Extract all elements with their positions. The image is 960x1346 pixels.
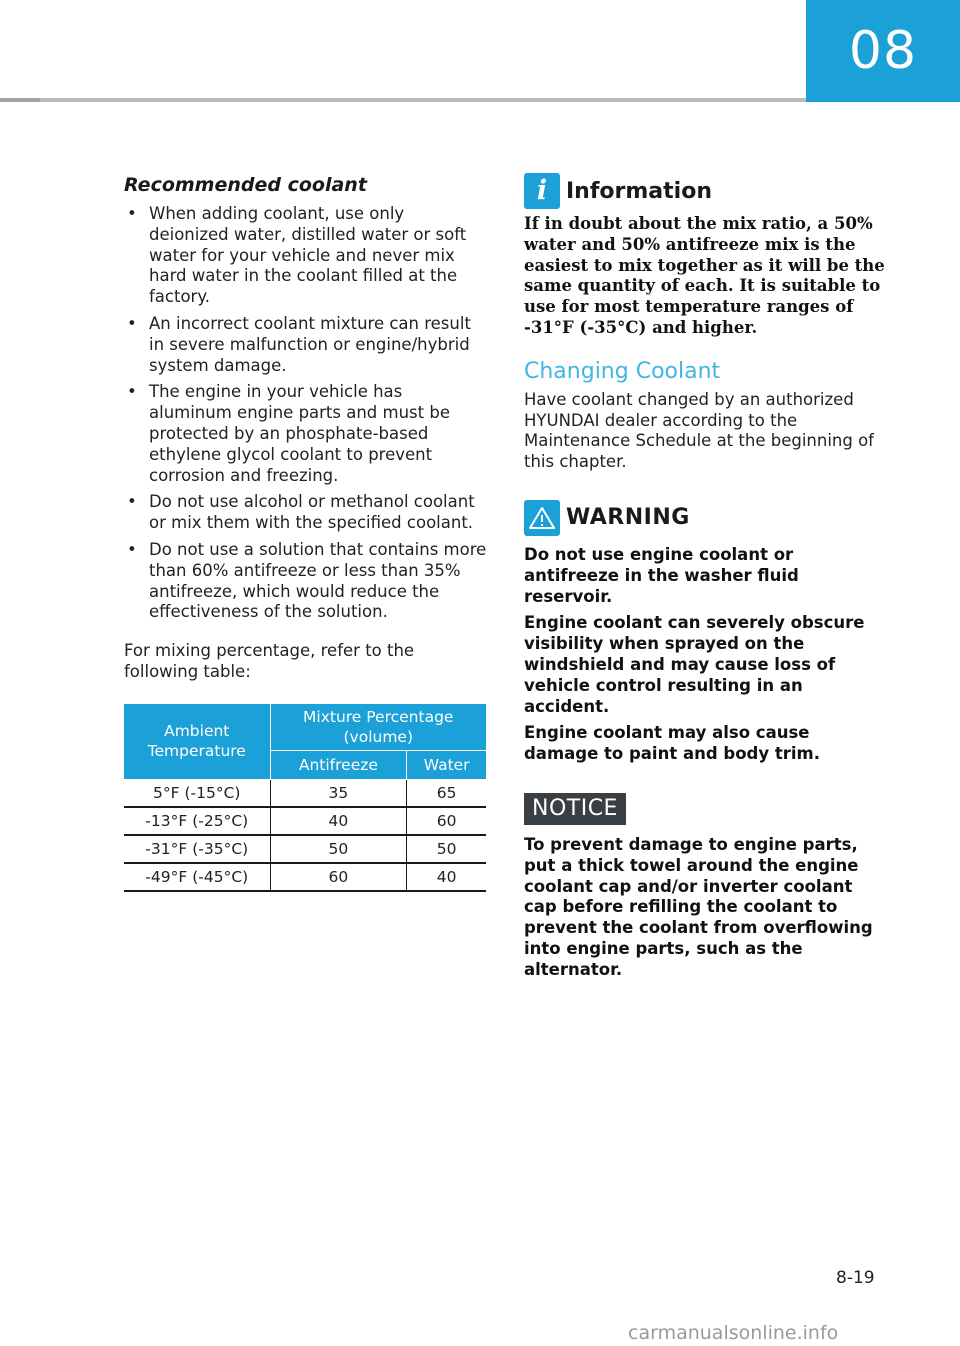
header-ambient-temperature: Ambient Temperature	[124, 703, 270, 779]
left-column	[124, 170, 488, 892]
warning-paragraph: Do not use engine coolant or antifreeze in the washer fluid reservoir.	[524, 544, 799, 606]
bullet-icon: •	[127, 539, 137, 559]
list-item	[124, 492, 488, 534]
bullet-icon: •	[127, 313, 137, 333]
header-mixture-percentage: Mixture Percentage (volume)	[270, 703, 486, 750]
warning-triangle-icon	[524, 500, 560, 536]
header-antifreeze: Antifreeze	[270, 750, 407, 779]
bullet-icon: •	[127, 382, 137, 402]
watermark: carmanualsonline.info	[628, 1322, 839, 1344]
antifreeze-cell: 35	[270, 779, 407, 807]
temperature-cell: -49°F (-45°C)	[124, 863, 270, 891]
list-item	[124, 314, 488, 376]
list-item	[124, 382, 488, 486]
header-water: Water	[407, 750, 486, 779]
table-row	[124, 863, 486, 891]
warning-paragraph: Engine coolant may also cause damage to paint and body trim.	[524, 723, 821, 764]
bullet-text: The engine in your vehicle has aluminum engine parts and must be protected by an phosphate-based ethylene glycol coolant to prevent corrosion and freezing.	[149, 382, 450, 485]
information-header	[524, 170, 886, 212]
warning-header	[524, 497, 886, 539]
antifreeze-cell: 60	[270, 863, 407, 891]
warning-title: WARNING	[566, 505, 690, 531]
recommended-coolant-title: Recommended coolant	[124, 174, 367, 196]
water-cell: 65	[407, 779, 486, 807]
notice-text: To prevent damage to engine parts, put a thick towel around the engine coolant cap and/or inverter coolant cap before refilling the coolant to prevent the coolant from overflowing into engine parts, such as the alternator.	[524, 834, 873, 979]
notice-badge: NOTICE	[524, 793, 626, 825]
header-rule-accent	[0, 98, 40, 102]
table-row	[124, 835, 486, 863]
bullet-text: Do not use alcohol or methanol coolant or mix them with the specified coolant.	[149, 492, 475, 533]
header-rule	[0, 98, 806, 102]
page-number: 8-19	[836, 1268, 875, 1288]
info-icon: i	[524, 173, 560, 209]
bullet-text: An incorrect coolant mixture can result in severe malfunction or engine/hybrid system damage.	[149, 313, 471, 375]
information-title: Information	[566, 178, 712, 204]
water-cell: 50	[407, 835, 486, 863]
mixing-intro: For mixing percentage, refer to the following table:	[124, 641, 415, 681]
temperature-cell: -31°F (-35°C)	[124, 835, 270, 863]
list-item	[124, 204, 488, 308]
bullet-text: When adding coolant, use only deionized water, distilled water or soft water for your vehicle and never mix hard water in the coolant filled at the factory.	[149, 204, 467, 307]
right-column	[524, 170, 886, 981]
bullet-icon: •	[127, 204, 137, 223]
temperature-cell: 5°F (-15°C)	[124, 779, 270, 807]
coolant-bullet-list	[124, 204, 488, 623]
antifreeze-cell: 40	[270, 807, 407, 835]
water-cell: 40	[407, 863, 486, 891]
list-item	[124, 540, 488, 623]
antifreeze-cell: 50	[270, 835, 407, 863]
water-cell: 60	[407, 807, 486, 835]
table-row	[124, 807, 486, 835]
bullet-text: Do not use a solution that contains more than 60% antifreeze or less than 35% antifreeze, which would reduce the effectiveness of the solution.	[149, 539, 487, 622]
changing-coolant-title: Changing Coolant	[524, 358, 721, 384]
changing-coolant-text: Have coolant changed by an authorized HYUNDAI dealer according to the Maintenance Schedule at the beginning of this chapter.	[524, 389, 874, 472]
warning-paragraph: Engine coolant can severely obscure visibility when sprayed on the windshield and may cause loss of vehicle control resulting in an accident.	[524, 613, 865, 716]
bullet-icon: •	[127, 492, 137, 512]
chapter-number: 08	[806, 0, 960, 102]
information-text: If in doubt about the mix ratio, a 50% water and 50% antifreeze mix is the easiest to mix together as it will be the same quantity of each. It is suitable to use for most temperature ranges of -31°F (-35°C) and higher.	[524, 214, 885, 337]
temperature-cell: -13°F (-25°C)	[124, 807, 270, 835]
coolant-mix-table	[124, 703, 486, 893]
table-row	[124, 779, 486, 807]
